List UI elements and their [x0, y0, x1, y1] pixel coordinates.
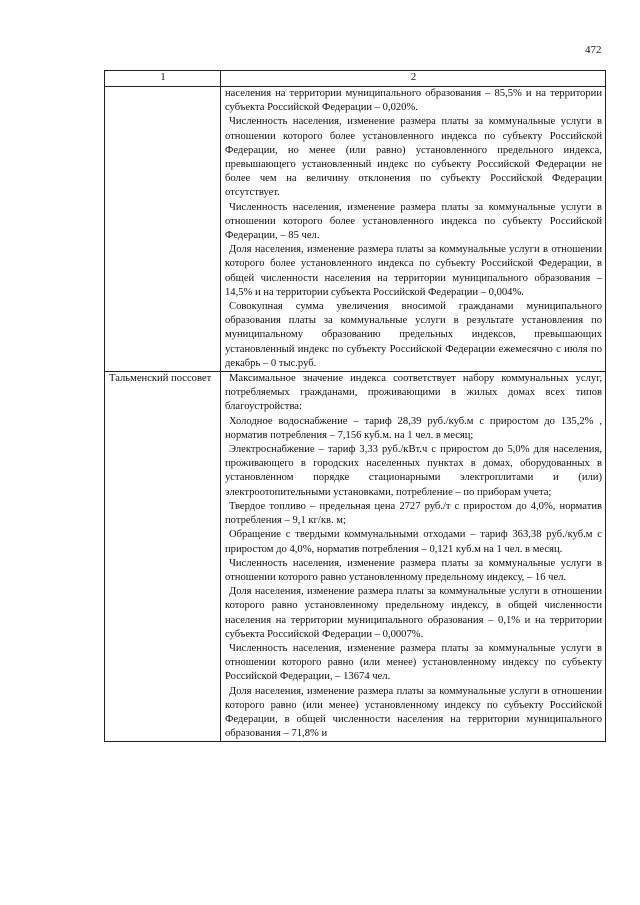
- paragraph: Доля населения, изменение размера платы за коммунальные услуги в отношении которого равно установленному предельному индексу, в общей численности населения на территории муниципального образования – 0,1% и на территории субъекта Российской Федерации – 0,0007%.: [225, 586, 602, 640]
- column-header-1: 1: [105, 71, 221, 87]
- paragraph: Численность населения, изменение размера платы за коммунальные услуги в отношении которого более установленного индекса по субъекту Российской Федерации, – 85 чел.: [225, 201, 602, 242]
- paragraph: Численность населения, изменение размера платы за коммунальные услуги в отношении которого равно установленному предельному индексу, – 16 чел.: [225, 557, 602, 583]
- table-header-row: [105, 71, 606, 87]
- description-cell: [221, 372, 606, 742]
- table-row: [105, 87, 606, 372]
- paragraph: Электроснабжение – тариф 3,33 руб./кВт.ч с приростом до 5,0% для населения, проживающего в городских населенных пунктах в домах, оборудованных в установленном порядке стационарными электроплитами и (или) электроотопительными установками, потребление – по приборам учета;: [225, 444, 602, 498]
- paragraph: населения на территории муниципального образования – 85,5% и на территории субъекта Российской Федерации – 0,020%.: [225, 88, 602, 114]
- municipality-cell: Тальменский поссовет: [105, 372, 221, 742]
- municipality-cell: [105, 87, 221, 372]
- paragraph: Совокупная сумма увеличения вносимой гражданами муниципального образования платы за коммунальные услуги в результате установления по муниципальному образованию предельных индексов, превышающих установленный индекс по субъекту Российской Федерации ежемесячно с июля по декабрь – 0 тыс.руб.: [225, 301, 602, 369]
- paragraph: Твердое топливо – предельная цена 2727 руб./т с приростом до 4,0%, норматив потребления – 9,1 кг/кв. м;: [225, 500, 602, 527]
- column-header-2: 2: [221, 71, 606, 87]
- table-row: [105, 372, 606, 742]
- paragraph: Численность населения, изменение размера платы за коммунальные услуги в отношении которого равно (или менее) установленному индексу по субъекту Российской Федерации, – 13674 чел.: [225, 642, 602, 683]
- description-cell: [221, 87, 606, 372]
- paragraph: Численность населения, изменение размера платы за коммунальные услуги в отношении которого более установленного индекса по субъекту Российской Федерации, но менее (или равно) установленного предельного индекса, превышающего установленный индекс по субъекту Российской Федерации не более чем на величину отклонения по субъекту Российской Федерации отсутствует.: [225, 116, 602, 199]
- data-table: [104, 70, 606, 742]
- page-number: 472: [585, 44, 602, 56]
- paragraph: Максимальное значение индекса соответствует набору коммунальных услуг, потребляемых гражданами, проживающими в жилых домах всех типов благоустройства:: [225, 373, 602, 413]
- paragraph: Холодное водоснабжение – тариф 28,39 руб./куб.м с приростом до 135,2% , норматив потребления – 7,156 куб.м. на 1 чел. в месяц;: [225, 415, 602, 441]
- paragraph: Доля населения, изменение размера платы за коммунальные услуги в отношении которого более установленного индекса по субъекту Российской Федерации, в общей численности населения на территории муниципального образования – 14,5% и на территории субъекта Российской Федерации – 0,004%.: [225, 244, 602, 298]
- paragraph: Доля населения, изменение размера платы за коммунальные услуги в отношении которого равно (или менее) установленному индексу по субъекту Российской Федерации, в общей численности населения на территории муниципального образования – 71,8% и: [225, 685, 602, 740]
- paragraph: Обращение с твердыми коммунальными отходами – тариф 363,38 руб./куб.м с приростом до 4,0%, норматив потребления – 0,121 куб.м на 1 чел. в месяц.: [225, 529, 602, 555]
